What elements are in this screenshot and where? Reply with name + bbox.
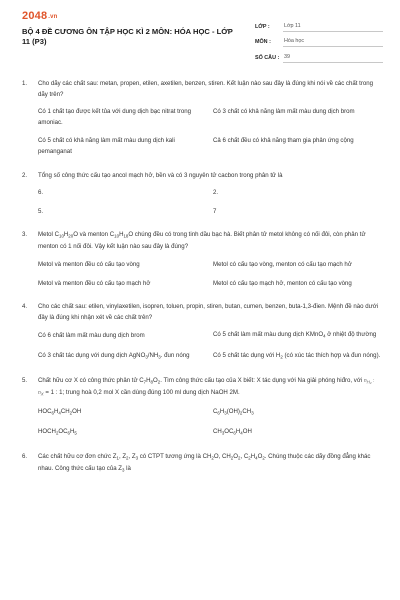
answer-option-a[interactable]: 6. [38, 189, 44, 197]
answer-option-c[interactable]: Có 5 chất có khả năng làm mất màu dung dịch kali pemanganat [38, 137, 175, 155]
mole-ratio: nH₂ : nX [38, 377, 375, 397]
question-5 [22, 376, 380, 439]
question-number: 3. [22, 231, 28, 239]
answer-option-b[interactable]: 2. [213, 189, 219, 197]
answer-options [38, 330, 380, 362]
question-3 [22, 230, 380, 289]
answer-options [38, 107, 380, 157]
question-number: 5. [22, 376, 28, 384]
answer-option-a[interactable]: Metol và menton đều có cấu tạo vòng [38, 261, 140, 269]
meta-grade-key: LỚP : [255, 23, 270, 30]
site-logo[interactable]: 2048.vn [22, 10, 58, 22]
question-4 [22, 302, 380, 362]
answer-option-c[interactable]: Metol và menton đều có cấu tạo mạch hở [38, 279, 151, 287]
answer-option-b[interactable]: Có 5 chất làm mất màu dung dịch KMnO$_4$ ở nhiệt độ thường [213, 331, 377, 339]
answer-option-d[interactable]: $CH_3OC_6H_4OH$ [213, 427, 252, 436]
meta-grade-value: Lớp 11 [283, 23, 383, 32]
question-1 [22, 79, 380, 158]
question-number: 1. [22, 80, 28, 87]
answer-option-b[interactable]: $C_6H_3(OH)_2CH_3$ [213, 407, 254, 416]
question-text: Cho dãy các chất sau: metan, propen, etilen, axetilen, benzen, stiren. Kết luận nào sau đây là đúng khi nói về các chất trong dãy trên? [38, 80, 374, 98]
answer-option-a[interactable]: Có 1 chất tạo được kết tủa với dung dịch bạc nitrat trong amoniac. [38, 108, 191, 126]
answer-options [38, 188, 380, 217]
meta-count [255, 47, 383, 63]
answer-option-a[interactable]: $HOC_6H_4CH_2OH$ [38, 407, 82, 416]
question-6 [22, 452, 380, 476]
answer-option-b[interactable]: Có 3 chất có khả năng làm mất màu dung dịch brom [213, 108, 355, 116]
meta-count-value: 39 [283, 54, 383, 63]
meta-subject-value: Hóa học [283, 38, 383, 47]
answer-option-d[interactable]: Cả 6 chất đều có khả năng tham gia phản ứng cộng [213, 137, 354, 145]
meta-subject-key: MÔN : [255, 39, 271, 45]
question-text: Tổng số công thức cấu tạo ancol mạch hở, bền và có 3 nguyên tử cacbon trong phân tử là [38, 171, 283, 179]
answer-option-c[interactable]: 5. [38, 207, 44, 215]
document-meta [255, 16, 383, 63]
meta-count-key: SỐ CÂU : [255, 54, 280, 61]
question-number: 4. [22, 303, 28, 311]
document-title: BỘ 4 ĐỀ CƯƠNG ÔN TẬP HỌC KÌ 2 MÔN: HÓA HỌC - LỚP 11 (P3) [22, 27, 233, 46]
question-number: 2. [22, 171, 28, 179]
answer-option-d[interactable]: 7 [213, 207, 217, 215]
answer-options [38, 407, 380, 439]
answer-option-c[interactable]: $HOCH_2OC_6H_5$ [38, 427, 77, 436]
answer-option-d[interactable]: Metol có cấu tạo mạch hở, menton có cấu tạo vòng [213, 279, 352, 287]
question-list [22, 79, 380, 489]
meta-subject [255, 32, 383, 48]
question-text: Chất hữu cơ X có công thức phân tử $C_7H_8O_2$. Tìm công thức cấu tạo của X biết: X tác dụng với Na giải phóng hiđro, với nH₂ : nX = 1 : 1; trung hoà 0,2 mol X cần dùng đúng 100 ml dung dịch NaOH 2M. [38, 376, 375, 397]
question-text: Các chất hữu cơ đơn chức $Z_1$, $Z_2$, $Z_3$ có CTPT tương ứng là $CH_2O$, $CH_2O_2$, $C_2H_4O_2$. Chúng thuộc các dãy đồng đẳng khác nhau. Công thức cấu tạo của $Z_3$ là [38, 452, 371, 473]
meta-grade [255, 16, 383, 32]
answer-option-d[interactable]: Có 5 chất tác dụng với $H_2$ (có xúc tác thích hợp và đun nóng). [213, 351, 381, 359]
answer-option-a[interactable]: Có 6 chất làm mất màu dung dịch brom [38, 332, 145, 340]
page-header [0, 0, 400, 70]
question-text: Cho các chất sau: etilen, vinylaxetilen, isopren, toluen, propin, stiren, butan, cumen, benzen, buta-1,3-đien. Mệnh đề nào dưới đây là đúng khi nhận xét về các chất trên? [38, 303, 379, 321]
question-2 [22, 171, 380, 218]
answer-option-b[interactable]: Metol có cấu tạo vòng, menton có cấu tạo mạch hở [213, 261, 352, 269]
answer-options [38, 260, 380, 289]
question-number: 6. [22, 452, 28, 460]
question-text: Metol $C_{10}H_{20}O$ và menton $C_{10}H_{18}O$ chúng đều có trong tinh dầu bạc hà. Biết phân tử metol không có nối đôi, còn phân tử menton có 1 nối đôi. Vậy kết luận nào sau đây là đúng? [38, 231, 366, 251]
answer-option-c[interactable]: Có 3 chất tác dụng với dung dịch $AgNO_3/NH_3$. đun nóng [38, 351, 190, 359]
